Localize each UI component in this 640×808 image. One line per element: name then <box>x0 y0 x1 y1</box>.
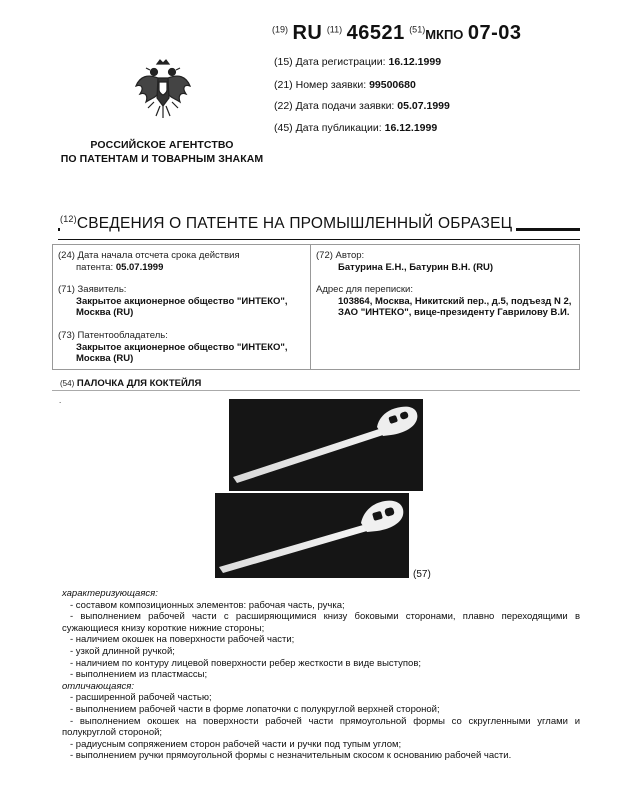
doc-number: 46521 <box>346 22 405 44</box>
country-code-num: (19) <box>272 24 289 35</box>
design-name-text: ПАЛОЧКА ДЛЯ КОКТЕЙЛЯ <box>76 378 202 389</box>
class-code: (51) <box>409 24 426 35</box>
feature-line: - выполнением рабочей части с расширяющимися книзу боковыми сторонами, плавно переходящими в <box>70 611 580 623</box>
application-number: (21) Номер заявки: 99500680 <box>274 79 416 91</box>
filing-date-value: 05.07.1999 <box>397 100 450 112</box>
applicant: (71) Заявитель: Закрытое акционерное общество "ИНТЕКО", Москва (RU) <box>58 284 288 318</box>
doc-number-code: (11) <box>326 24 343 35</box>
country-code: RU <box>292 22 323 44</box>
applicant-line2: Москва (RU) <box>76 307 134 318</box>
feature-line: - наличием окошек на поверхности рабочей части; <box>70 634 295 646</box>
feature-line: - выполнением из пластмассы; <box>70 669 208 681</box>
feature-line: сужающиеся книзу короткие нижние стороны; <box>62 622 265 634</box>
correspondence-address: Адрес для переписки: 103864, Москва, Никитский пер., д.5, подъезд N 2, ЗАО "ИНТЕКО", вице-президенту Гаврилову В.И. <box>316 284 572 318</box>
feature-line: - выполнением рабочей части в форме лопаточки с полукруглой верхней стороной; <box>70 703 440 715</box>
feature-line: - радиусным сопряжением сторон рабочей части и ручки под тупым углом; <box>70 738 402 750</box>
description-intro: характеризующаяся: <box>62 588 158 599</box>
owner-line1: Закрытое акционерное общество "ИНТЕКО", <box>76 341 288 353</box>
name-rule <box>52 390 580 391</box>
term-start: (24) Дата начала отсчета срока действия патента: 05.07.1999 <box>58 250 240 273</box>
address-line1: 103864, Москва, Никитский пер., д.5, подъезд N 2, <box>338 295 572 307</box>
class-value: 07-03 <box>467 22 522 44</box>
class-label: МКПО <box>425 27 464 42</box>
product-photo-1 <box>229 399 423 491</box>
marker-dot: . <box>59 396 62 405</box>
box-divider <box>310 244 311 370</box>
document-title <box>60 214 516 233</box>
title-code: (12) <box>60 214 77 224</box>
feature-line: - узкой длинной ручкой; <box>70 645 175 657</box>
feature-line: - выполнением окошек на поверхности рабочей части прямоугольной формы со скругленными углами и <box>70 715 580 727</box>
description-diff: отличающаяся: <box>62 680 134 692</box>
design-name <box>60 378 201 389</box>
agency-name <box>60 138 264 166</box>
application-number-value: 99500680 <box>369 79 416 91</box>
registration-date-value: 16.12.1999 <box>388 56 442 68</box>
feature-line: полукруглой стороной; <box>62 727 163 739</box>
description <box>62 588 580 762</box>
author-value: Батурина Е.Н., Батурин В.Н. (RU) <box>338 261 494 273</box>
state-emblem-icon <box>132 58 194 122</box>
agency-line1: РОССИЙСКОЕ АГЕНТСТВО <box>90 139 234 151</box>
design-name-code: (54) <box>60 379 75 388</box>
title-text: СВЕДЕНИЯ О ПАТЕНТЕ НА ПРОМЫШЛЕННЫЙ ОБРАЗЕЦ <box>76 215 513 233</box>
product-photo-2 <box>215 493 409 578</box>
feature-line: - расширенной рабочей частью; <box>70 692 212 704</box>
filing-date: (22) Дата подачи заявки: 05.07.1999 <box>274 100 450 112</box>
agency-line2: ПО ПАТЕНТАМ И ТОВАРНЫМ ЗНАКАМ <box>60 153 264 165</box>
owner-line2: Москва (RU) <box>76 353 134 364</box>
feature-line: - наличием по контуру лицевой поверхности ребер жесткости в виде выступов; <box>70 657 421 669</box>
document-number-line <box>272 22 522 45</box>
address-line2: ЗАО "ИНТЕКО", вице-президенту Гаврилову В.И. <box>338 307 570 318</box>
registration-date: (15) Дата регистрации: 16.12.1999 <box>274 56 442 68</box>
title-rule-bottom <box>58 239 580 240</box>
author: (72) Автор: Батурина Е.Н., Батурин В.Н. (RU) <box>316 250 494 273</box>
feature-line: - выполнением ручки прямоугольной формы с незначительным скосом к основанию рабочей части. <box>70 750 512 762</box>
feature-line: - составом композиционных элементов: рабочая часть, ручка; <box>70 599 345 611</box>
abstract-code: (57) <box>413 569 431 580</box>
applicant-line1: Закрытое акционерное общество "ИНТЕКО", <box>76 295 288 307</box>
publication-date: (45) Дата публикации: 16.12.1999 <box>274 122 438 134</box>
publication-date-value: 16.12.1999 <box>384 122 438 134</box>
patent-owner: (73) Патентообладатель: Закрытое акционерное общество "ИНТЕКО", Москва (RU) <box>58 330 288 364</box>
term-start-value: 05.07.1999 <box>115 261 164 273</box>
